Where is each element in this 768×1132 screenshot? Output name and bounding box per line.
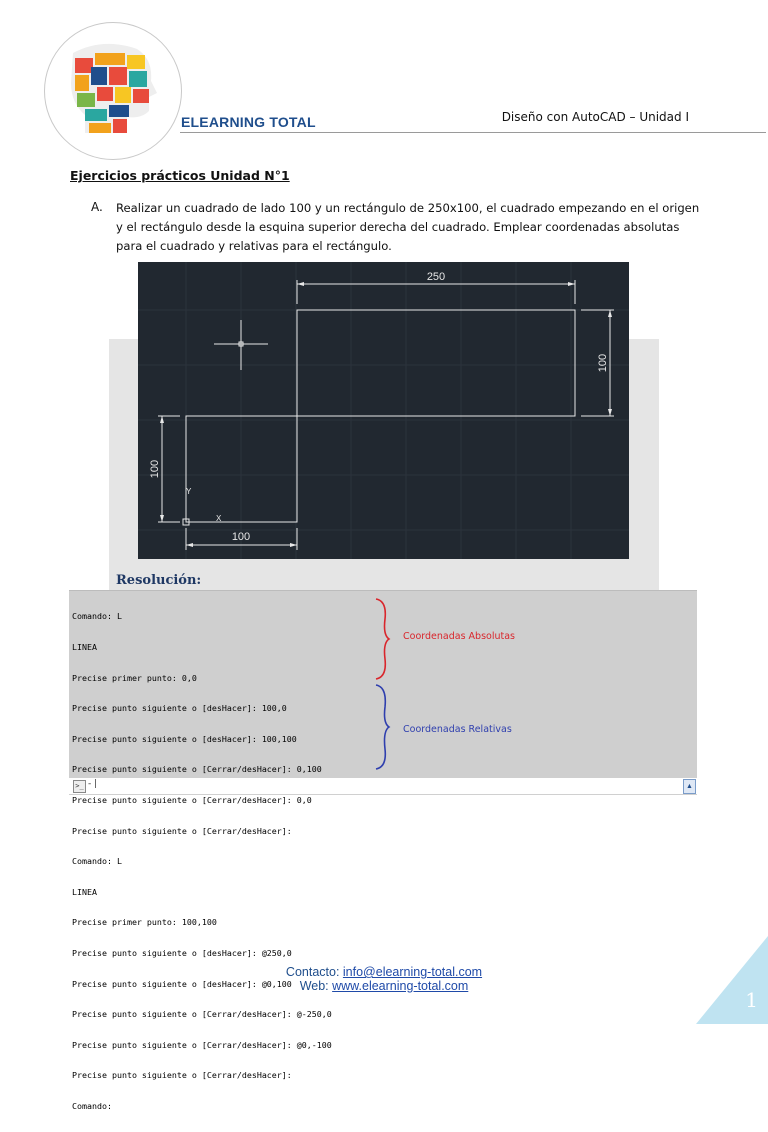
contact-label: Contacto: xyxy=(285,965,343,979)
header-title: Diseño con AutoCAD – Unidad I xyxy=(501,110,689,124)
command-line: Precise primer punto: 100,100 xyxy=(72,917,217,928)
exercise-letter: A. xyxy=(91,200,103,214)
command-line: LINEA xyxy=(72,886,97,897)
command-line: Precise punto siguiente o [desHacer]: 100,100 xyxy=(72,733,297,744)
command-line: Comando: L xyxy=(72,611,122,622)
annotation-relative: Coordenadas Relativas xyxy=(403,724,512,735)
web-label: Web: xyxy=(299,979,333,993)
exercise-text: Realizar un cuadrado de lado 100 y un rectángulo de 250x100, el cuadrado empezando en el origen y el rectángulo desde la esquina superior derecha del cuadrado. Emplear coordenadas absolutas para el cuadrado y relativas para el rectángulo. xyxy=(116,201,700,253)
footer-web xyxy=(0,979,768,993)
resolution-heading: Resolución: xyxy=(116,573,202,588)
web-url-link[interactable]: www.elearning-total.com xyxy=(332,979,469,993)
section-title: Ejercicios prácticos Unidad N°1 xyxy=(70,168,290,183)
command-line: Precise primer punto: 0,0 xyxy=(72,672,197,683)
command-line: Comando: L xyxy=(72,856,122,867)
contact-email-link[interactable]: info@elearning-total.com xyxy=(342,965,483,979)
command-line: Precise punto siguiente o [Cerrar/desHacer]: @0,-100 xyxy=(72,1039,332,1050)
command-line: Precise punto siguiente o [Cerrar/desHacer]: 0,100 xyxy=(72,764,322,775)
dim-label-square-width: 100 xyxy=(231,531,251,543)
header-divider xyxy=(180,132,766,133)
command-caret: - | xyxy=(88,779,98,789)
footer xyxy=(0,965,768,993)
annotation-absolute: Coordenadas Absolutas xyxy=(403,631,515,642)
command-line: Precise punto siguiente o [desHacer]: @250,0 xyxy=(72,947,292,958)
scroll-up-icon[interactable]: ▲ xyxy=(683,779,696,794)
relative-brace-icon xyxy=(373,683,391,771)
command-line: Precise punto siguiente o [Cerrar/desHacer]: 0,0 xyxy=(72,794,312,805)
ucs-y-label: Y xyxy=(186,487,192,496)
ucs-x-label: X xyxy=(216,514,222,523)
command-input[interactable] xyxy=(69,778,697,795)
cad-drawing xyxy=(138,262,629,559)
command-line: Precise punto siguiente o [desHacer]: @0,100 xyxy=(72,978,292,989)
dim-label-rect-width: 250 xyxy=(426,271,446,283)
command-line: LINEA xyxy=(72,642,97,652)
command-line: Comando: xyxy=(72,1100,112,1111)
command-line: Precise punto siguiente o [Cerrar/desHacer]: xyxy=(72,1070,292,1081)
command-line: Precise punto siguiente o [Cerrar/desHacer]: xyxy=(72,825,292,836)
page-number: 1 xyxy=(745,988,758,1012)
command-prompt-icon[interactable]: >_ xyxy=(73,780,86,793)
dim-label-square-height: 100 xyxy=(149,459,161,479)
command-history-lines xyxy=(72,591,332,1132)
command-line: Precise punto siguiente o [desHacer]: 100,0 xyxy=(72,703,287,714)
cad-background xyxy=(138,262,629,559)
absolute-brace-icon xyxy=(373,597,391,681)
brand-name: ELEARNING TOTAL xyxy=(181,114,316,130)
footer-contact xyxy=(0,965,768,979)
head-logo-icon xyxy=(45,23,181,159)
dim-label-rect-height: 100 xyxy=(597,353,609,373)
logo xyxy=(44,22,182,160)
command-line: Precise punto siguiente o [Cerrar/desHacer]: @-250,0 xyxy=(72,1009,332,1020)
